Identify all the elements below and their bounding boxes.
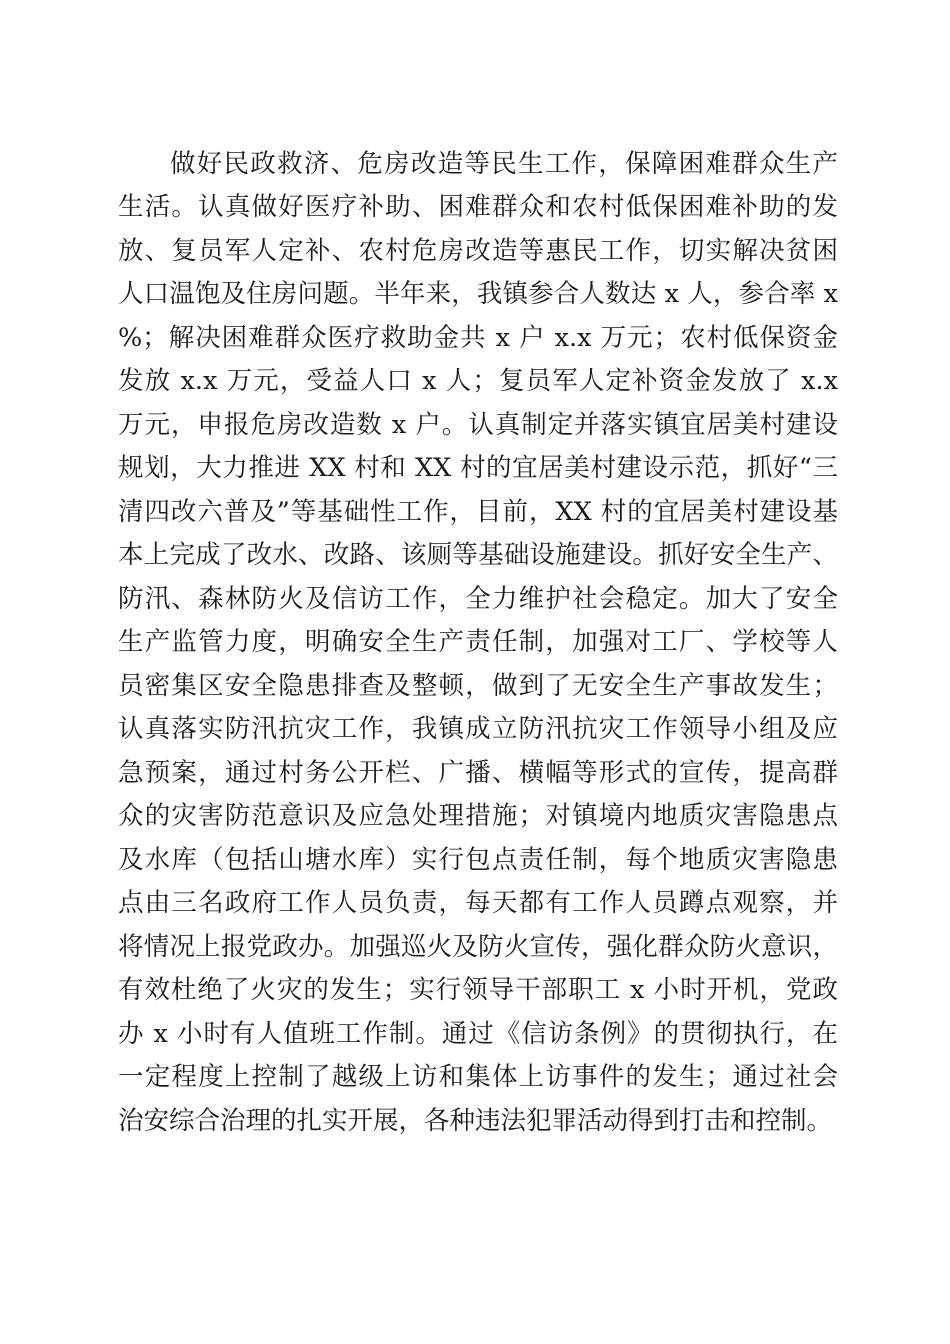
paragraph-line: 人口温饱及住房问题。半年来，我镇参合人数达 x 人，参合率 x [118,279,838,309]
paragraph-line: 生产监管力度，明确安全生产责任制，加强对工厂、学校等人 [118,627,838,657]
paragraph-line: 众的灾害防范意识及应急处理措施；对镇境内地质灾害隐患点 [118,801,838,831]
paragraph-line: 点由三名政府工作人员负责，每天都有工作人员蹲点观察，并 [118,888,838,918]
paragraph-line: 认真落实防汛抗灾工作，我镇成立防汛抗灾工作领导小组及应 [118,714,838,744]
paragraph-line: 将情况上报党政办。加强巡火及防火宣传，强化群众防火意识， [118,932,838,962]
paragraph-line: %；解决困难群众医疗救助金共 x 户 x.x 万元；农村低保资金 [118,323,838,353]
paragraph-line: 做好民政救济、危房改造等民生工作，保障困难群众生产 [170,149,838,179]
paragraph-line: 清四改六普及”等基础性工作，目前，XX 村的宜居美村建设基 [118,497,838,527]
paragraph-line: 发放 x.x 万元，受益人口 x 人；复员军人定补资金发放了 x.x [118,366,838,396]
paragraph-line: 本上完成了改水、改路、该厕等基础设施建设。抓好安全生产、 [118,540,838,570]
paragraph-line: 有效杜绝了火灾的发生；实行领导干部职工 x 小时开机，党政 [118,975,838,1005]
paragraph-line: 员密集区安全隐患排查及整顿，做到了无安全生产事故发生； [118,671,838,701]
paragraph-line: 一定程度上控制了越级上访和集体上访事件的发生；通过社会 [118,1062,838,1092]
paragraph-line: 办 x 小时有人值班工作制。通过《信访条例》的贯彻执行，在 [118,1019,838,1049]
paragraph-line: 防汛、森林防火及信访工作，全力维护社会稳定。加大了安全 [118,584,838,614]
paragraph-line: 规划，大力推进 XX 村和 XX 村的宜居美村建设示范，抓好“三 [118,453,838,483]
paragraph-line: 万元，申报危房改造数 x 户。认真制定并落实镇宜居美村建设 [118,410,838,440]
paragraph-line: 急预案，通过村务公开栏、广播、横幅等形式的宣传，提高群 [118,758,838,788]
paragraph-line: 治安综合治理的扎实开展，各种违法犯罪活动得到打击和控制。 [118,1106,833,1136]
paragraph-line: 放、复员军人定补、农村危房改造等惠民工作，切实解决贫困 [118,236,838,266]
paragraph-line: 生活。认真做好医疗补助、困难群众和农村低保困难补助的发 [118,192,838,222]
paragraph-line: 及水库（包括山塘水库）实行包点责任制，每个地质灾害隐患 [118,845,838,875]
